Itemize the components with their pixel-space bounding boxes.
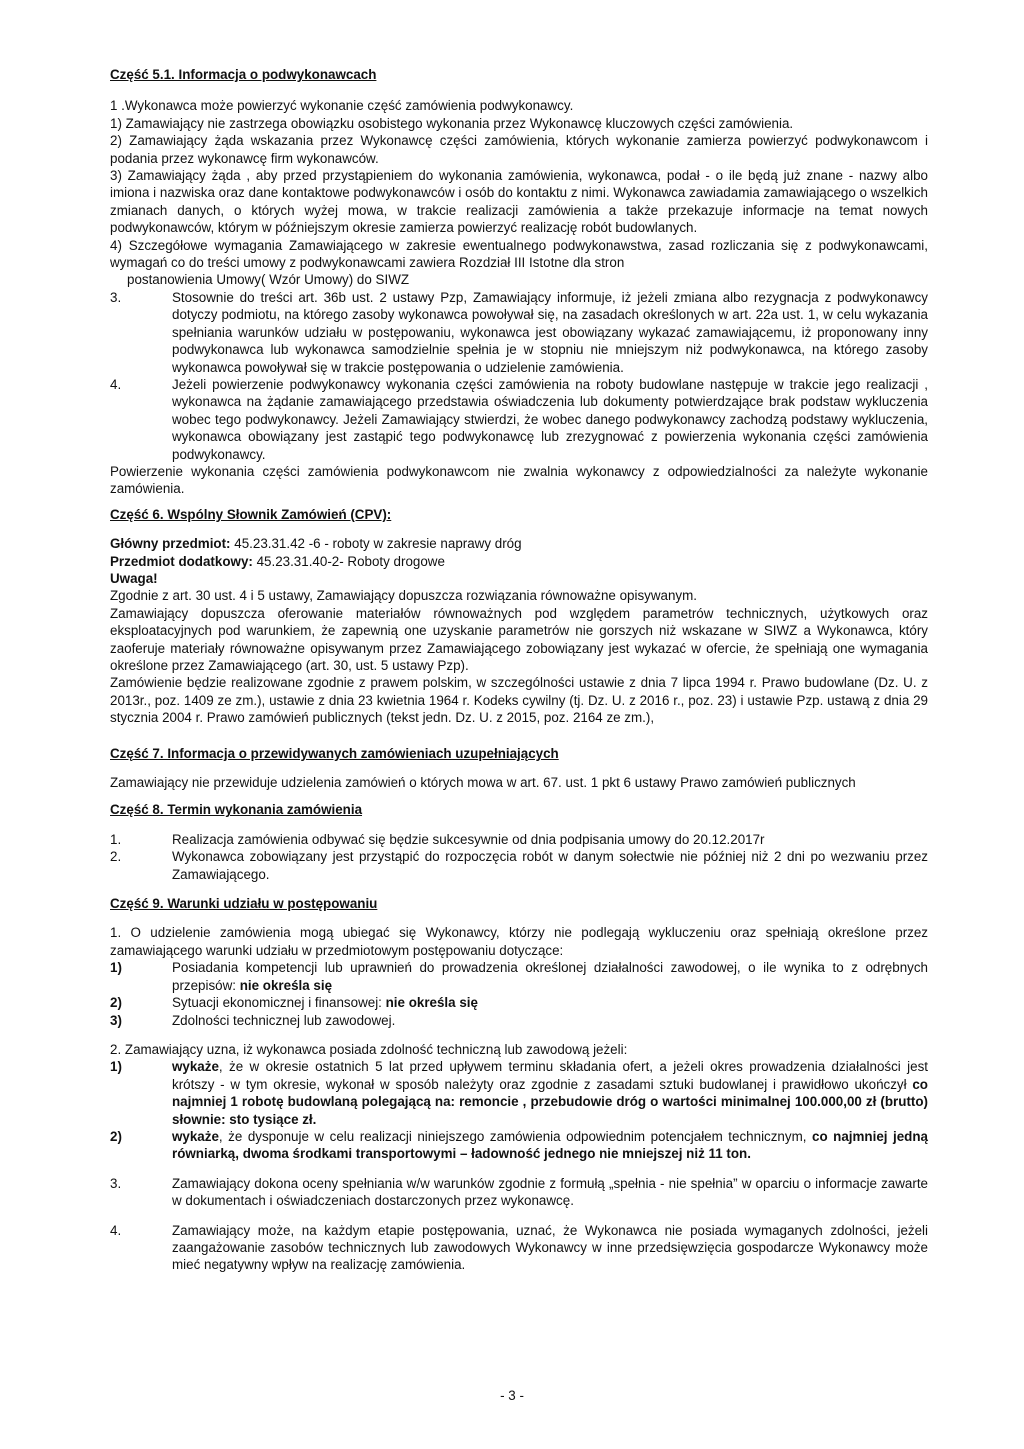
s9-requirement-1-bold: wykaże bbox=[172, 1059, 219, 1075]
s9-para-3-text: Zamawiający dokona oceny spełniania w/w warunków zgodnie z formułą „spełnia - nie spełnia” w oparciu o informacje zawarte w dokumentach i oświadczeniach dostarczonych przez wykonawcę. bbox=[172, 1175, 928, 1209]
cpv-additional-value: 45.23.31.40-2- Roboty drogowe bbox=[252, 553, 445, 569]
s9-para-3 bbox=[110, 1175, 928, 1210]
section-5-1-heading: Część 5.1. Informacja o podwykonawcach bbox=[110, 67, 377, 82]
s6-para-2: Zamawiający dopuszcza oferowanie materiałów równoważnych pod względem parametrów technicznych, użytkowych oraz eksploatacyjnych pod warunkiem, że zapewnią one uzyskanie parametrów nie gorszych niż wskazane w SIWZ a Wykonawca, który zaoferuje materiały równoważne opisywanym przez Zamawiającego zobowiązany jest wykazać w ofercie, że spełniają one wymagania określone przez Zamawiającego (art. 30, ust. 5 ustawy Pzp). bbox=[110, 605, 928, 673]
s51-intro: 1 .Wykonawca może powierzyć wykonanie część zamówienia podwykonawcy. bbox=[110, 98, 574, 114]
s9-para-3-num: 3. bbox=[110, 1175, 122, 1191]
section-9-heading: Część 9. Warunki udziału w postępowaniu bbox=[110, 896, 378, 912]
s9-condition-3-num: 3) bbox=[110, 1012, 122, 1028]
s51-point-3: 3) Zamawiający żąda , aby przed przystąpieniem do wykonania zamówienia, wykonawca, podał - o ile będą już znane - nazwy albo imiona i nazwiska oraz dane kontaktowe podwykonawców i osób do kontaktu z nimi. Wykonawca zawiadamia zamawiającego o wszelkich zmianach danych, o których wyżej mowa, w trakcie realizacji zamówienia a także przekazuje informacje na temat nowych podwykonawców, którym w późniejszym okresie zamierza powierzyć realizację robót budowlanych. bbox=[110, 168, 928, 236]
note-label: Uwaga! bbox=[110, 570, 158, 586]
s51-point-4-cont: postanowienia Umowy( Wzór Umowy) do SIWZ bbox=[127, 272, 410, 288]
s8-item-1-num: 1. bbox=[110, 831, 122, 847]
cpv-main-value: 45.23.31.42 -6 - roboty w zakresie naprawy dróg bbox=[230, 536, 522, 552]
s9-requirement-2 bbox=[110, 1128, 928, 1163]
s9-condition-3-text: Zdolności technicznej lub zawodowej. bbox=[172, 1012, 396, 1028]
page-number: - 3 - bbox=[500, 1388, 524, 1403]
s9-condition-3 bbox=[110, 1012, 928, 1029]
s51-point-2: 2) Zamawiający żąda wskazania przez Wykonawcę części zamówienia, których wykonanie zamierza powierzyć podwykonawcom i podania przez wykonawcę firm wykonawców. bbox=[110, 133, 928, 166]
s9-para-4-num: 4. bbox=[110, 1222, 122, 1238]
s51-point-6 bbox=[110, 376, 928, 463]
s9-requirement-2-num: 2) bbox=[110, 1128, 122, 1144]
s51-point-4: 4) Szczegółowe wymagania Zamawiającego w zakresie ewentualnego podwykonawstwa, zasad rozliczania się z podwykonawcami, wymagań co do treści umowy z podwykonawcami zawiera Rozdział III Istotne dla stron bbox=[110, 237, 928, 271]
s9-condition-1 bbox=[110, 959, 928, 994]
document-page bbox=[110, 66, 928, 1274]
cpv-additional bbox=[110, 553, 928, 570]
s9-requirement-1-num: 1) bbox=[110, 1059, 122, 1075]
s9-requirement-2-bold2: co najmniej jedną równiarką, dwoma środkami transportowymi – ładowność jednego nie mniejszej niż 11 ton. bbox=[172, 1128, 928, 1162]
s9-requirement-1-bold2: co najmniej 1 robotę budowlaną polegającą na: remoncie , przebudowie dróg o wartości minimalnej 100.000,00 zł (brutto) słownie: sto tysiące zł. bbox=[172, 1076, 928, 1127]
s51-point-5-text: Stosownie do treści art. 36b ust. 2 ustawy Pzp, Zamawiający informuje, iż jeżeli zmiana albo rezygnacja z podwykonawcy dotyczy podmiotu, na którego zasoby wykonawca powoływał się, na zasadach określonych w art. 22a ust. 1, w celu wykazania spełniania warunków udziału w postępowaniu, wykonawca jest obowiązany wykazać zamawiającemu, iż proponowany inny podwykonawca lub wykonawca samodzielnie spełnia je w stopniu nie mniejszym niż podwykonawca, na którego zasoby wykonawca powoływał się w trakcie postępowania o udzielenie zamówienia. bbox=[172, 289, 928, 375]
cpv-main-label: Główny przedmiot: bbox=[110, 536, 231, 552]
s51-point-5 bbox=[110, 289, 928, 376]
section-8-heading: Część 8. Termin wykonania zamówienia bbox=[110, 802, 363, 818]
s6-para-1: Zgodnie z art. 30 ust. 4 i 5 ustawy, Zamawiający dopuszcza rozwiązania równoważne opisywanym. bbox=[110, 588, 697, 604]
s6-para-3: Zamówienie będzie realizowane zgodnie z prawem polskim, w szczególności ustawie z dnia 7 lipca 1994 r. Prawo budowlane (Dz. U. z 2013r., poz. 1409 ze zm.), ustawie z dnia 23 kwietnia 1964 r. Kodeks cywilny (tj. Dz. U. z 2016 r., poz. 23) i ustawie Pzp. ustawą z dnia 29 stycznia 2004 r. Prawo zamówień publicznych (tekst jedn. Dz. U. z 2015, poz. 2164 ze zm.), bbox=[110, 675, 928, 726]
s51-point-5-num: 3. bbox=[110, 289, 122, 305]
s9-condition-2-num: 2) bbox=[110, 995, 122, 1011]
cpv-main bbox=[110, 535, 928, 552]
s51-point-1: 1) Zamawiający nie zastrzega obowiązku osobistego wykonania przez Wykonawcę kluczowych części zamówienia. bbox=[110, 115, 794, 131]
cpv-additional-label: Przedmiot dodatkowy: bbox=[110, 553, 253, 569]
s9-requirement-2-text: , że dysponuje w celu realizacji niniejszego zamówienia odpowiednim potencjałem technicznym, bbox=[218, 1128, 812, 1144]
s9-condition-1-num: 1) bbox=[110, 960, 122, 976]
s51-closing: Powierzenie wykonania części zamówienia podwykonawcom nie zwalnia wykonawcy z odpowiedzialności za należyte wykonanie zamówienia. bbox=[110, 463, 928, 497]
section-6-heading: Część 6. Wspólny Słownik Zamówień (CPV): bbox=[110, 506, 392, 522]
s51-point-6-text: Jeżeli powierzenie podwykonawcy wykonania części zamówienia na roboty budowlane następuje w trakcie jego realizacji , wykonawca na żądanie zamawiającego przedstawia oświadczenia lub dokumenty potwierdzające brak podstaw wykluczenia wobec tego podwykonawcy. Jeżeli Zamawiający stwierdzi, że wobec danego podwykonawcy zachodzą podstawy wykluczenia, wykonawca obowiązany jest zastąpić tego podwykonawcę lub zrezygnować z powierzenia wykonania części zamówienia podwykonawcy. bbox=[172, 376, 928, 462]
s9-condition-1-bold: nie określa się bbox=[239, 977, 333, 993]
s9-condition-2 bbox=[110, 994, 928, 1011]
s8-item-1-text: Realizacja zamówienia odbywać się będzie sukcesywnie od dnia podpisania umowy do 20.12.2017r bbox=[172, 831, 765, 847]
section-7-heading: Część 7. Informacja o przewidywanych zamówieniach uzupełniających bbox=[110, 745, 559, 761]
s9-condition-2-bold: nie określa się bbox=[385, 995, 478, 1011]
s7-para-1: Zamawiający nie przewiduje udzielenia zamówień o których mowa w art. 67. ust. 1 pkt 6 ustawy Prawo zamówień publicznych bbox=[110, 775, 856, 791]
s8-item-2-text: Wykonawca zobowiązany jest przystąpić do rozpoczęcia robót w danym sołectwie nie później niż 2 dni po wezwaniu przez Zamawiającego. bbox=[172, 849, 928, 882]
s8-item-2 bbox=[110, 848, 928, 883]
s9-para-2: 2. Zamawiający uzna, iż wykonawca posiada zdolność techniczną lub zawodową jeżeli: bbox=[110, 1041, 628, 1057]
s8-item-2-num: 2. bbox=[110, 849, 122, 865]
s9-condition-2-text: Sytuacji ekonomicznej i finansowej: bbox=[172, 995, 386, 1011]
s9-intro: 1. O udzielenie zamówienia mogą ubiegać się Wykonawcy, którzy nie podlegają wykluczeniu oraz spełniają określone przez zamawiającego warunki udziału w przedmiotowym postępowaniu dotyczące: bbox=[110, 925, 928, 958]
s9-para-4-text: Zamawiający może, na każdym etapie postępowania, uznać, że Wykonawca nie posiada wymaganych zdolności, jeżeli zaangażowanie zasobów technicznych lub zawodowych Wykonawcy w inne przedsięwzięcia gospodarcze Wykonawcy może mieć negatywny wpływ na realizację zamówienia. bbox=[172, 1222, 928, 1273]
s9-para-4 bbox=[110, 1222, 928, 1274]
s9-requirement-1 bbox=[110, 1058, 928, 1128]
s9-requirement-1-text: , że w okresie ostatnich 5 lat przed upływem terminu składania ofert, a jeżeli okres prowadzenia działalności jest krótszy - w tym okresie, wykonał w sposób należyty oraz zgodnie z zasadami sztuki budowlanej i prawidłowo ukończył bbox=[172, 1059, 928, 1092]
s9-condition-1-text: Posiadania kompetencji lub uprawnień do prowadzenia określonej działalności zawodowej, o ile wynika to z odrębnych przepisów: bbox=[172, 960, 928, 993]
s8-item-1 bbox=[110, 831, 928, 848]
s9-requirement-2-bold: wykaże bbox=[172, 1128, 219, 1144]
s51-point-6-num: 4. bbox=[110, 376, 122, 392]
